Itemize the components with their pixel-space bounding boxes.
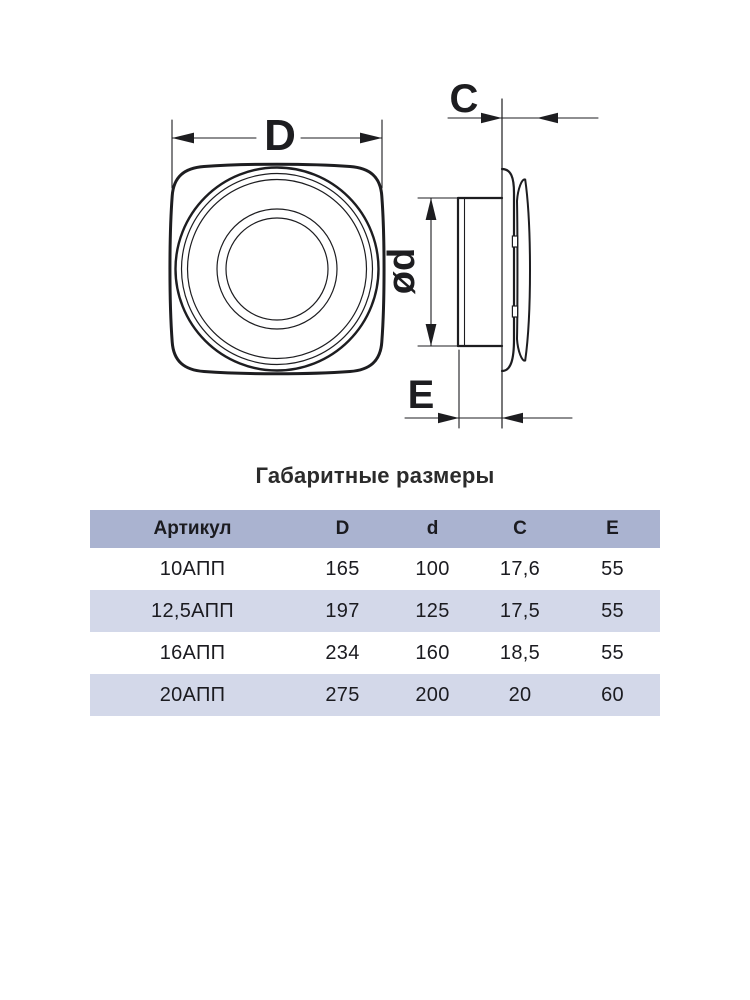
cover-tab-lower (512, 306, 517, 317)
dim-label-C: C (449, 77, 479, 121)
cell-E: 55 (565, 632, 660, 674)
cell-C: 17,5 (475, 590, 565, 632)
dim-label-D: D (264, 111, 296, 160)
front-view-circle-hub-inner (226, 218, 328, 320)
table-header-row (90, 510, 660, 548)
col-header-article: Артикул (90, 510, 295, 548)
cell-d: 125 (390, 590, 475, 632)
dim-label-E: E (407, 373, 435, 417)
dim-E-arrow-left (438, 413, 459, 423)
cell-article: 12,5АПП (90, 590, 295, 632)
col-header-E: E (565, 510, 660, 548)
table-row (90, 548, 660, 590)
cell-article: 10АПП (90, 548, 295, 590)
cell-d: 200 (390, 674, 475, 716)
cell-d: 160 (390, 632, 475, 674)
cover-tab-upper (512, 236, 517, 247)
table-title: Габаритные размеры (255, 463, 495, 488)
cell-D: 197 (295, 590, 390, 632)
dimension-drawing (0, 0, 750, 460)
cell-C: 18,5 (475, 632, 565, 674)
cell-D: 165 (295, 548, 390, 590)
front-view-circle-inner-rim (188, 180, 367, 359)
dimension-od (418, 198, 458, 346)
front-view (170, 164, 384, 374)
table-row (90, 590, 660, 632)
col-header-d: d (390, 510, 475, 548)
dim-E-arrow-right (502, 413, 523, 423)
dim-C-arrow-right (537, 113, 558, 123)
table-row (90, 674, 660, 716)
dim-D-arrow-right (360, 133, 382, 144)
cell-C: 20 (475, 674, 565, 716)
cover-rim (502, 169, 514, 371)
col-header-D: D (295, 510, 390, 548)
front-view-circle-outer (176, 168, 379, 371)
cell-article: 20АПП (90, 674, 295, 716)
cell-C: 17,6 (475, 548, 565, 590)
cell-d: 100 (390, 548, 475, 590)
cell-E: 60 (565, 674, 660, 716)
front-view-circle-rim (182, 174, 373, 365)
cell-article: 16АПП (90, 632, 295, 674)
dim-D-arrow-left (172, 133, 194, 144)
front-view-circle-hub-outer (217, 209, 337, 329)
front-view-outline (170, 164, 384, 374)
side-view (458, 99, 530, 428)
cell-E: 55 (565, 548, 660, 590)
cell-E: 55 (565, 590, 660, 632)
dimensions-table (90, 510, 660, 716)
cover-dome (517, 179, 530, 360)
dim-od-arrow-down (426, 324, 437, 346)
dim-label-od: ød (381, 247, 423, 295)
cell-D: 275 (295, 674, 390, 716)
table-row (90, 632, 660, 674)
dim-C-arrow-left (481, 113, 502, 123)
dim-od-arrow-up (426, 198, 437, 220)
col-header-C: C (475, 510, 565, 548)
cell-D: 234 (295, 632, 390, 674)
